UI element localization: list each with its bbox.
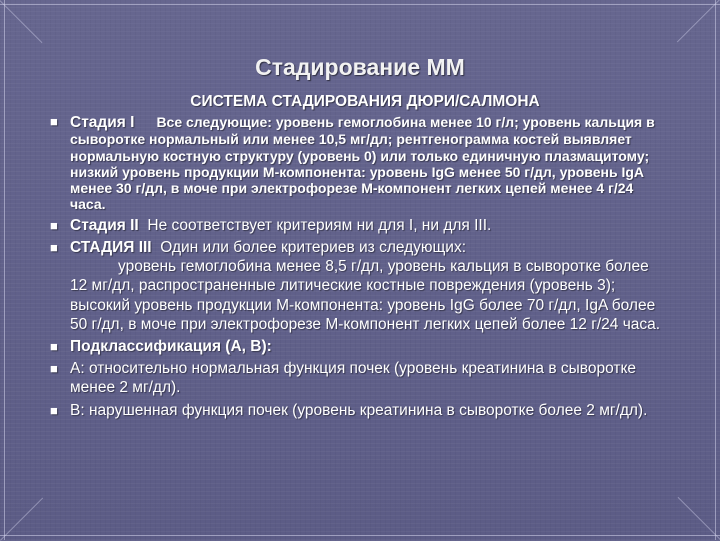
frame-line-top bbox=[0, 4, 720, 5]
slide-subtitle: СИСТЕМА СТАДИРОВАНИЯ ДЮРИ/САЛМОНА bbox=[190, 93, 540, 110]
stage-2-heading: Стадия II bbox=[70, 216, 139, 234]
list-item-subclass-b bbox=[50, 401, 670, 420]
subclassification-heading: Подклассификация (A, B): bbox=[70, 338, 272, 355]
square-bullet-icon: ■ bbox=[50, 339, 58, 354]
subclass-b-text: B: нарушенная функция почек (уровень креатинина в сыворотке более 2 мг/дл). bbox=[70, 401, 648, 419]
list-item-stage-2 bbox=[50, 216, 670, 235]
slide-title: Стадирование ММ bbox=[255, 54, 465, 80]
stage-2-text: Не соответствует критериям ни для I, ни для III. bbox=[147, 216, 492, 234]
square-bullet-icon: ■ bbox=[50, 114, 58, 129]
list-item-stage-1 bbox=[50, 114, 670, 213]
stage-3-heading: СТАДИЯ III bbox=[70, 238, 152, 256]
square-bullet-icon: ■ bbox=[50, 239, 58, 255]
staging-list bbox=[50, 114, 670, 420]
list-item-subclassification bbox=[50, 337, 670, 356]
list-item-stage-3 bbox=[50, 238, 670, 334]
corner-line-top-right bbox=[677, 0, 720, 42]
stage-3-text: Один или более критериев из следующих: bbox=[160, 238, 467, 256]
frame-line-bottom bbox=[0, 535, 720, 536]
stage-1-text: Все следующие: уровень гемоглобина менее 10 г/л; уровень кальция в сыворотке нормальный или менее 10,5 мг/дл; рентгенограмма костей выявляет нормальную костную структуру (уровень 0) или только единичную плазмацитому; низкий уровень продукции М-компонента: уровень IgG менее 50 г/дл, уровень IgA менее 30 г/дл, в моче при электрофорезе М-компонент легких цепей менее 4 г/24 часа. bbox=[70, 114, 655, 213]
corner-line-top-left bbox=[0, 0, 42, 43]
square-bullet-icon: ■ bbox=[50, 361, 58, 377]
stage-3-criteria: уровень гемоглобина менее 8,5 г/дл, уровень кальция в сыворотке более 12 мг/дл, распространенные литические костные повреждения (уровень 3); высокий уровень продукции М-компонента: уровень IgG более 70 г/дл, IgA более 50 г/дл, в моче при электрофорезе М-компонент легких цепей более 12 г/24 часа. bbox=[70, 258, 661, 333]
corner-line-bottom-right bbox=[678, 497, 720, 540]
list-item-subclass-a bbox=[50, 359, 670, 397]
square-bullet-icon: ■ bbox=[50, 402, 58, 418]
subclass-a-text: A: относительно нормальная функция почек (уровень креатинина в сыворотке менее 2 мг/дл). bbox=[70, 360, 637, 397]
square-bullet-icon: ■ bbox=[50, 217, 58, 233]
stage-1-heading: Стадия I bbox=[70, 114, 135, 131]
frame-line-left bbox=[4, 0, 5, 540]
frame-line-right bbox=[715, 0, 716, 540]
